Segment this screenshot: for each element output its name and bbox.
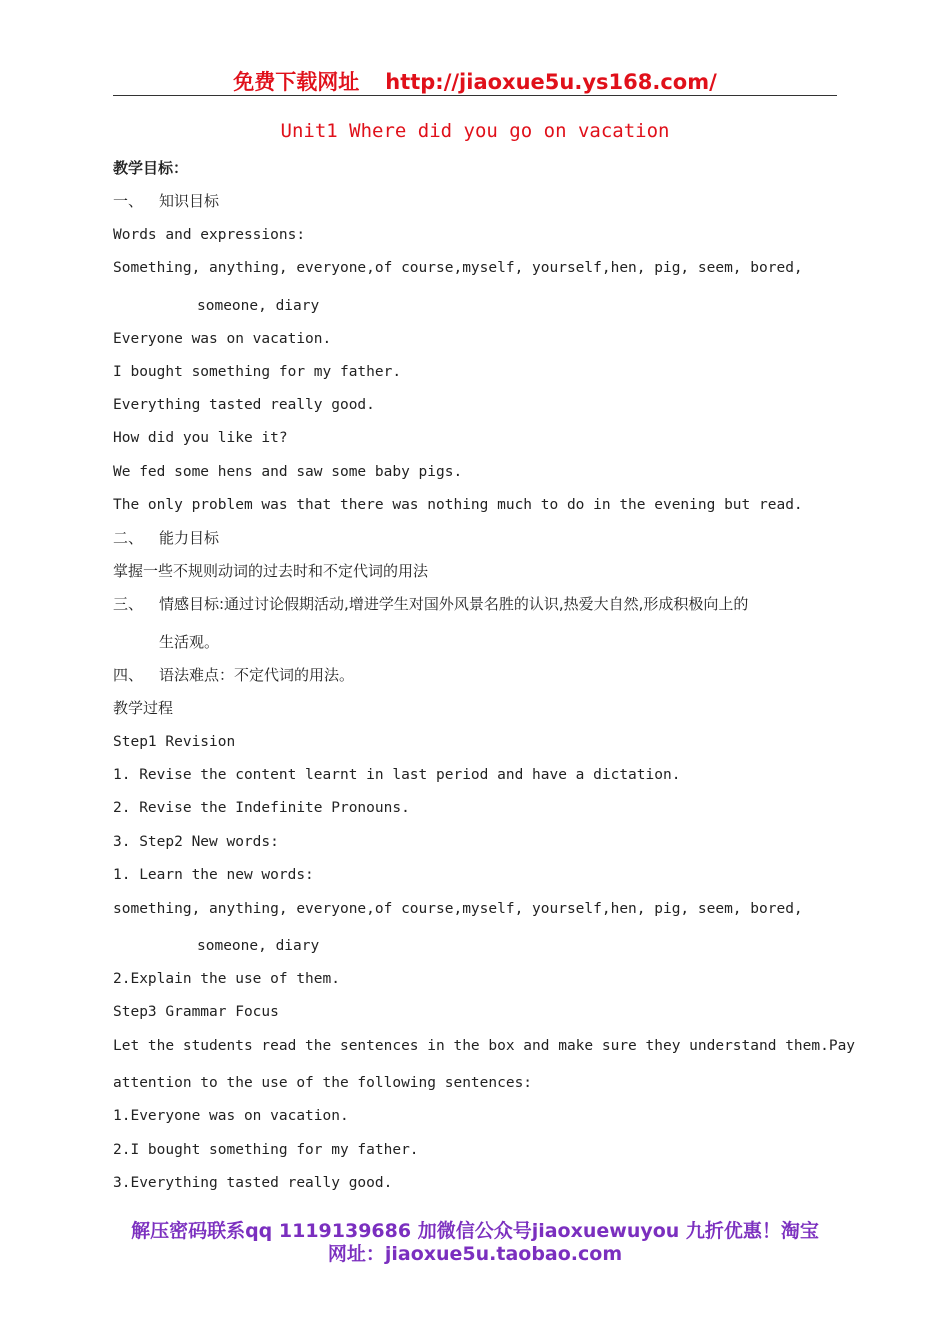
footer-line-2[interactable]: 网址：jiaoxue5u.taobao.com (327, 1243, 623, 1265)
section-1-number: 一、 (113, 192, 144, 210)
example-sentence: I bought something for my father. (113, 364, 402, 380)
example-sentence: Everyone was on vacation. (113, 331, 332, 347)
example-sentence: How did you like it? (113, 430, 288, 446)
learn-line-2: someone, diary (197, 938, 320, 954)
step3-text-2: attention to the use of the following sentences: (113, 1075, 533, 1091)
document-title: Unit1 Where did you go on vacation (280, 120, 670, 142)
section-3-heading (113, 594, 748, 614)
ability-text: 掌握一些不规则动词的过去时和不定代词的用法 (113, 562, 429, 580)
section-2-heading (113, 528, 219, 548)
section-2-number: 二、 (113, 529, 144, 547)
words-line-2: someone, diary (197, 298, 320, 314)
header-divider (113, 95, 837, 96)
footer-line-1: 解压密码联系qq 1119139686 加微信公众号jiaoxuewuyou 九折优惠！淘宝 (131, 1220, 819, 1242)
learn-heading: 1. Learn the new words: (113, 867, 314, 883)
section-4-text: 语法难点：不定代词的用法。 (159, 666, 355, 684)
words-heading: Words and expressions: (113, 227, 306, 243)
step1-item: 3. Step2 New words: (113, 834, 279, 850)
objectives-heading: 教学目标： (113, 159, 189, 177)
grammar-item: 2.I bought something for my father. (113, 1142, 419, 1158)
section-3-text: 情感目标:通过讨论假期活动,增进学生对国外风景名胜的认识,热爱大自然,形成积极向上的 (159, 595, 749, 613)
example-sentence: We fed some hens and saw some baby pigs. (113, 464, 463, 480)
step1-heading: Step1 Revision (113, 734, 236, 750)
step3-heading: Step3 Grammar Focus (113, 1004, 279, 1020)
header-banner (0, 66, 950, 96)
example-sentence: The only problem was that there was nothing much to do in the evening but read. (113, 497, 803, 513)
section-4-heading (113, 665, 354, 685)
step1-item: 2. Revise the Indefinite Pronouns. (113, 800, 410, 816)
learn-line-1: something, anything, everyone,of course,myself, yourself,hen, pig, seem, bored, (113, 901, 803, 917)
grammar-item: 1.Everyone was on vacation. (113, 1108, 349, 1124)
example-sentence: Everything tasted really good. (113, 397, 375, 413)
section-3-number: 三、 (113, 595, 144, 613)
section-1-heading (113, 191, 219, 211)
section-2-text: 能力目标 (159, 529, 220, 547)
grammar-item: 3.Everything tasted really good. (113, 1175, 393, 1191)
header-url-link[interactable]: http://jiaoxue5u.ys168.com/ (385, 70, 717, 94)
explain-line: 2.Explain the use of them. (113, 971, 340, 987)
step3-text-1: Let the students read the sentences in the box and make sure they understand them.Pay (113, 1038, 856, 1054)
section-3-continuation: 生活观。 (159, 633, 220, 651)
process-heading: 教学过程 (113, 699, 174, 717)
header-label: 免费下载网址 (233, 70, 360, 94)
section-1-text: 知识目标 (159, 192, 220, 210)
step1-item: 1. Revise the content learnt in last period and have a dictation. (113, 767, 681, 783)
words-line-1: Something, anything, everyone,of course,myself, yourself,hen, pig, seem, bored, (113, 260, 803, 276)
section-4-number: 四、 (113, 666, 144, 684)
